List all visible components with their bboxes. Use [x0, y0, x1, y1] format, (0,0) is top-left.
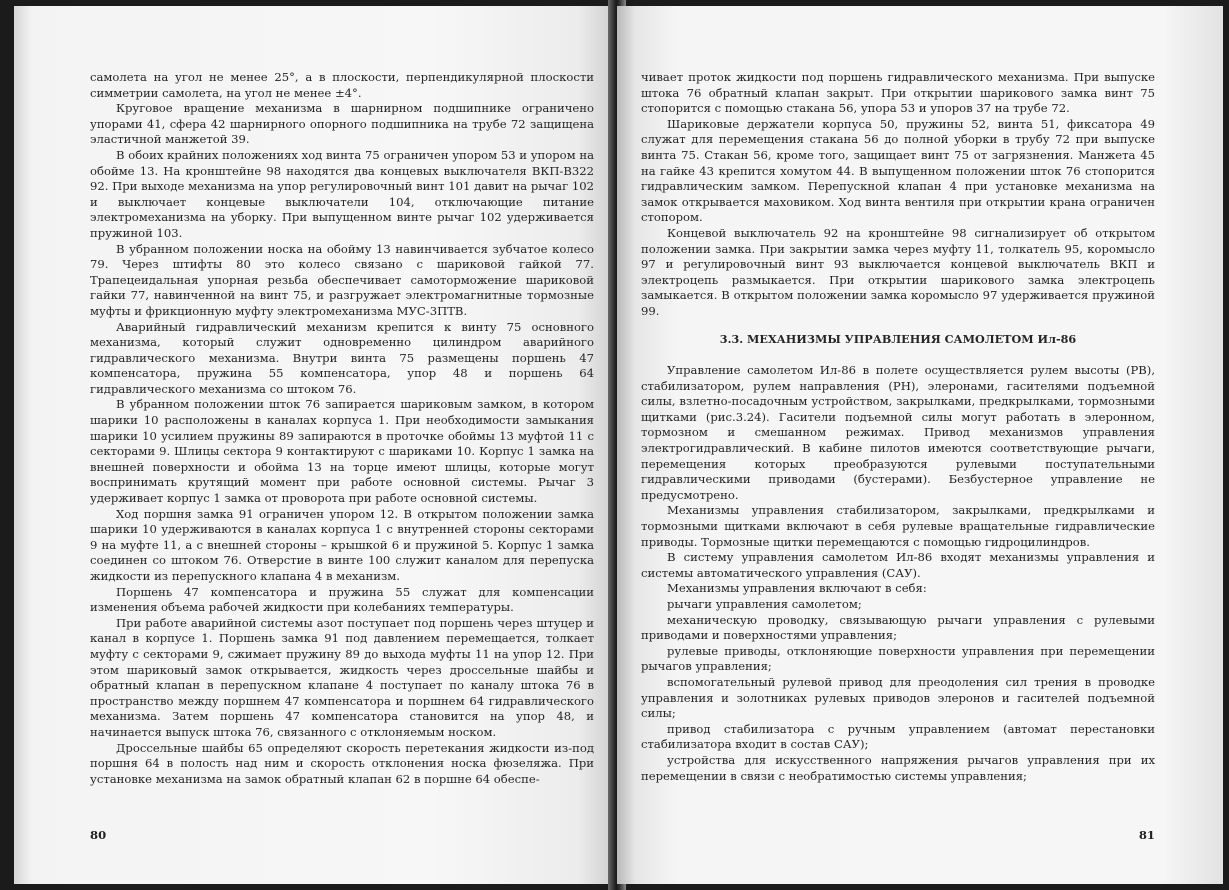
paragraph: В систему управления самолетом Ил-86 входят механизмы управления и системы автоматического управления (САУ). [641, 550, 1155, 580]
paragraph: Ход поршня замка 91 ограничен упором 12. В открытом положении замка шарики 10 удерживаются в каналах корпуса 1 с внутренней стороны секторами 9 на муфте 11, а с внешней стороны – крышкой 6 и пружиной 5. Корпус 1 замка соединен со штоком 76. Отверстие в винте 100 служит каналом для перепуска жидкости из перепускного клапана 4 в механизм. [90, 506, 594, 583]
paragraph: В убранном положении носка на обойму 13 навинчивается зубчатое колесо 79. Через штифты 80 это колесо связано с шариковой гайкой 77. Трапецеидальная упорная резьба обеспечивает самоторможение шариковой гайки 77, навинченной на винт 75, и разгружает электромагнитные тормозные муфты и фрикционную муфту электромеханизма МУС-3ПТВ. [90, 241, 594, 318]
paragraph: Круговое вращение механизма в шарнирном подшипнике ограничено упорами 41, сфера 42 шарнирного опорного подшипника на трубе 72 защищена эластичной манжетой 39. [90, 101, 594, 147]
list-item: рулевые приводы, отклоняющие поверхности управления при перемещении рычагов управления; [641, 643, 1155, 674]
paragraph: Аварийный гидравлический механизм крепится к винту 75 основного механизма, который служит одновременно цилиндром аварийного гидравлического механизма. Внутри винта 75 размещены поршень 47 компенсатора, пружина 55 компенсатора, упор 48 и поршень 64 гидравлического механизма со штоком 76. [90, 319, 594, 396]
paragraph: Механизмы управления включают в себя: [667, 581, 927, 596]
paragraph: Управление самолетом Ил-86 в полете осуществляется рулем высоты (РВ), стабилизатором, рулем направления (РН), элеронами, гасителями подъемной силы, взлетно-посадочным устройством, закрылками, предкрылками, тормозными щитками (рис.3.24). Гасители подъемной силы могут работать в элеронном, тормозном и смешанном режимах. Привод механизмов управления электрогидравлический. В кабине пилотов имеются соответствующие рычаги, перемещения которых преобразуются рулевыми поступательными гидравлическими приводами (бустерами). Безбустерное управление не предусмотрено. [641, 363, 1155, 502]
right-page [617, 6, 1223, 884]
paragraph: Шариковые держатели корпуса 50, пружины 52, винта 51, фиксатора 49 служат для перемещения стакана 56 до полной уборки в трубу 72 при выпуске винта 75. Стакан 56, кроме того, защищает винт 75 от загрязнения. Манжета 45 на гайке 43 крепится хомутом 44. В выпущенном положении шток 76 стопорится гидравлическим замком. Перепускной клапан 4 при установке механизма на замок открывается маховиком. Ход винта вентиля при открытии крана ограничен стопором. [641, 116, 1155, 225]
left-page-text [90, 70, 594, 787]
right-page-text [641, 70, 1155, 784]
list-item: устройства для искусственного напряжения рычагов управления при их перемещении в связи с необратимостью системы управления; [641, 752, 1155, 783]
list-item: механическую проводку, связывающую рычаги управления с рулевыми приводами и поверхностями управления; [641, 612, 1155, 643]
page-number-left: 80 [90, 828, 107, 842]
paragraph: При работе аварийной системы азот поступает под поршень через штуцер и канал в корпусе 1. Поршень замка 91 под давлением перемещается, толкает муфту с секторами 9, сжимает пружину 89 до выхода муфты 11 на упор 12. При этом шариковый замок открывается, жидкость через дроссельные шайбы и обратный клапан в перепускном клапане 4 поступает по каналу штока 76 в пространство между поршнем 47 компенсатора и поршнем 64 гидравлического механизма. Затем поршень 47 компенсатора становится на упор 48, и начинается выпуск штока 76, связанного с отклоняемым носком. [90, 615, 594, 739]
paragraph: Дроссельные шайбы 65 определяют скорость перетекания жидкости из-под поршня 64 в полость над ним и скорость отклонения носка фюзеляжа. При установке механизма на замок обратный клапан 62 в поршне 64 обеспе- [90, 740, 594, 786]
paragraph: В обоих крайних положениях ход винта 75 ограничен упором 53 и упором на обойме 13. На кронштейне 98 находятся два концевых выключателя ВКП-В322 92. При выходе механизма на упор регулировочный винт 101 давит на рычаг 102 и выключает концевые выключатели 104, отключающие питание электромеханизма на уборку. При выпущенном винте рычаг 102 удерживается пружиной 103. [90, 147, 594, 240]
list-item: рычаги управления самолетом; [667, 597, 862, 611]
paragraph: чивает проток жидкости под поршень гидравлического механизма. При выпуске штока 76 обратный клапан закрыт. При открытии шарикового замка винт 75 стопорится с помощью стакана 56, упора 53 и упоров 37 на трубе 72. [641, 70, 1155, 116]
paragraph: Механизмы управления стабилизатором, закрылками, предкрылками и тормозными щитками включают в себя рулевые вращательные гидравлические приводы. Тормозные щитки перемещаются с помощью гидроцилиндров. [641, 503, 1155, 549]
list-item: вспомогательный рулевой привод для преодоления сил трения в проводке управления и золотниках рулевых приводов элеронов и гасителей подъемной силы; [641, 674, 1155, 721]
left-page [14, 6, 614, 884]
section-heading: 3.3. МЕХАНИЗМЫ УПРАВЛЕНИЯ САМОЛЕТОМ Ил-86 [719, 331, 1077, 346]
paragraph: В убранном положении шток 76 запирается шариковым замком, в котором шарики 10 расположены в каналах корпуса 1. При необходимости замыкания шарики 10 усилием пружины 89 запираются в проточке обоймы 13 муфтой 11 с секторами 9. Шлицы сектора 9 контактируют с шариками 10. Корпус 1 замка на внешней поверхности и обойма 13 на торце имеют шлицы, которые могут воспринимать крутящий момент при работе основной системы. Рычаг 3 удерживает корпус 1 замка от проворота при работе основной системы. [90, 397, 594, 506]
paragraph: Концевой выключатель 92 на кронштейне 98 сигнализирует об открытом положении замка. При закрытии замка через муфту 11, толкатель 95, коромысло 97 и регулировочный винт 93 выключается концевой выключатель ВКП и электроцепь размыкается. При открытии шарикового замка электроцепь замыкается. В открытом положении замка коромысло 97 удерживается пружиной 99. [641, 225, 1155, 318]
list-item: привод стабилизатора с ручным управлением (автомат перестановки стабилизатора входит в состав САУ); [641, 721, 1155, 752]
paragraph: самолета на угол не менее 25°, а в плоскости, перпендикулярной плоскости симметрии самолета, на угол не менее ±4°. [90, 70, 594, 100]
paragraph: Поршень 47 компенсатора и пружина 55 служат для компенсации изменения объема рабочей жидкости при колебаниях температуры. [90, 584, 594, 615]
page-number-right: 81 [1138, 828, 1155, 842]
